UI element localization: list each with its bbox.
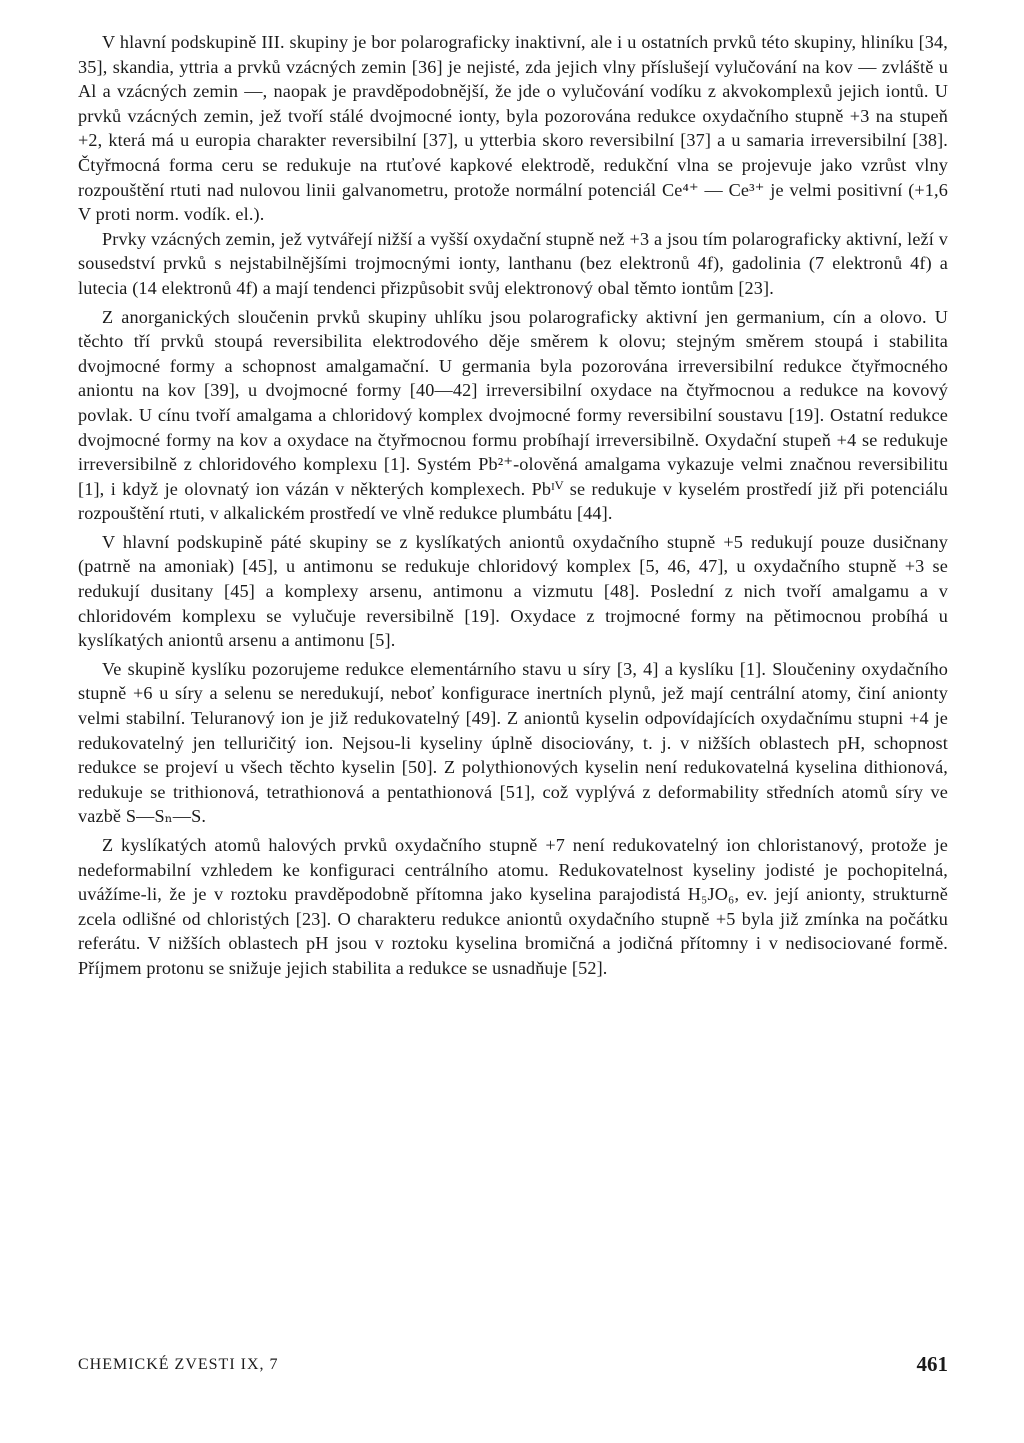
paragraph-oxygen-group: Ve skupině kyslíku pozorujeme redukce elementárního stavu u síry [3, 4] a kyslíku [1]. Sloučeniny oxydačního stupně +6 u síry a selenu se neredukují, neboť konfigurace inertních plynů, jež mají centrální atomy, činí anionty velmi stabilní. Teluranový ion je již redukovatelný [49]. Z aniontů kyselin odpovídajících oxydačnímu stupni +4 je redukovatelný jen telluričitý ion. Nejsou-li kyseliny úplně disociovány, t. j. v nižších oblastech pH, schopnost redukce se projeví u všech těchto kyselin [50]. Z polythionových kyselin není redukovatelná kyselina dithionová, redukuje se trithionová, tetrathionová a pentathionová [51], což vyplývá z deformability středních atomů síry ve vazbě S—Sₙ—S. [78,658,948,827]
paragraph-rare-earths: Prvky vzácných zemin, jež vytvářejí nižší a vyšší oxydační stupně než +3 a jsou tím polarograficky aktivní, leží v sousedství prvků s nejstabilnějšími trojmocnými ionty, lanthanu (bez elektronů 4f), gadolinia (7 elektronů 4f) a lutecia (14 elektronů 4f) a mají tendenci přizpůsobit svůj elektronový obal těmto iontům [23]. [78,228,948,298]
journal-footer: CHEMICKÉ ZVESTI IX, 7 [78,1356,279,1373]
paragraph-carbon-group: Z anorganických sloučenin prvků skupiny uhlíku jsou polarograficky aktivní jen germanium, cín a olovo. U těchto tří prvků stoupá reversibilita elektrodového děje směrem k olovu; stejným směrem stoupá i stabilita dvojmocné formy a schopnost amalgamační. U germania byla pozorována irreversibilní redukce čtyřmocného aniontu na kov [39], u dvojmocné formy [40—42] irreversibilní oxydace na čtyřmocnou a redukce na kovový povlak. U cínu tvoří amalgama a chloridový komplex dvojmocné formy reversibilní soustavu [19]. Ostatní redukce dvojmocné formy na kov a oxydace na čtyřmocnou formu probíhají irreversibilně. Oxydační stupeň +4 se redukuje irreversibilně z chloridového komplexu [1]. Systém Pb²⁺-olověná amalgama vykazuje velmi značnou reversibilitu [1], i když je olovnatý ion vázán v některých komplexech. Pbᴵⱽ se redukuje v kyselém prostředí již při potenciálu rozpouštění rtuti, v alkalickém prostředí ve vlně redukce plumbátu [44]. [78,306,948,524]
paragraph-halogens: Z kyslíkatých atomů halových prvků oxydačního stupně +7 není redukovatelný ion chloristanový, protože je nedeformabilní vzhledem ke konfiguraci centrálního atomu. Redukovatelnost kyseliny jodisté je pochopitelná, uvážíme-li, že je v roztoku pravděpodobně přítomna jako kyselina parajodistá H₅JO₆, ev. její anionty, strukturně zcela odlišné od chloristých [23]. O charakteru redukce aniontů oxydačního stupně +5 byla již zmínka na počátku referátu. V nižších oblastech pH jsou v roztoku kyselina bromičná a jodičná přítomny i v nedisociované formě. Příjmem protonu se snižuje jejich stabilita a redukce se usnadňuje [52]. [78,835,948,978]
paragraph-group-v: V hlavní podskupině páté skupiny se z kyslíkatých aniontů oxydačního stupně +5 redukují pouze dusičnany (patrně na amoniak) [45], u antimonu se redukuje chloridový komplex [5, 46, 47], u oxydačního stupně +3 se redukují dusitany [45] a komplexy arsenu, antimonu a vizmutu [48]. Poslední z nich tvoří amalgamu a v chloridovém komplexu se vylučuje reversibilně [19]. Oxydace z trojmocné formy na pětimocnou probíhá u kyslíkatých aniontů arsenu a antimonu [5]. [78,531,948,651]
paragraph-group-iii: V hlavní podskupině III. skupiny je bor polarograficky inaktivní, ale i u ostatních prvků této skupiny, hliníku [34, 35], skandia, yttria a prvků vzácných zemin [36] je nejisté, zda jejich vlny příslušejí vylučování na kov — zvláště u Al a vzácných zemin —, naopak je pravděpodobnější, že jde o vylučování vodíku z akvokomplexů jejich iontů. U prvků vzácných zemin, jež tvoří stálé dvojmocné ionty, byla pozorována redukce oxydačního stupně +3 na stupeň +2, která má u europia charakter reversibilní [37], u ytterbia skoro reversibilní [37] a u samaria irreversibilní [38]. Čtyřmocná forma ceru se redukuje na rtuťové kapkové elektrodě, redukční vlna se projevuje jako vzrůst vlny rozpouštění rtuti nad nulovou linii galvanometru, protože normální potenciál Ce⁴⁺ — Ce³⁺ je velmi positivní (+1,6 V proti norm. vodík. el.). [78,32,948,225]
page-number: 461 [916,1352,948,1376]
body-text [78,30,948,981]
